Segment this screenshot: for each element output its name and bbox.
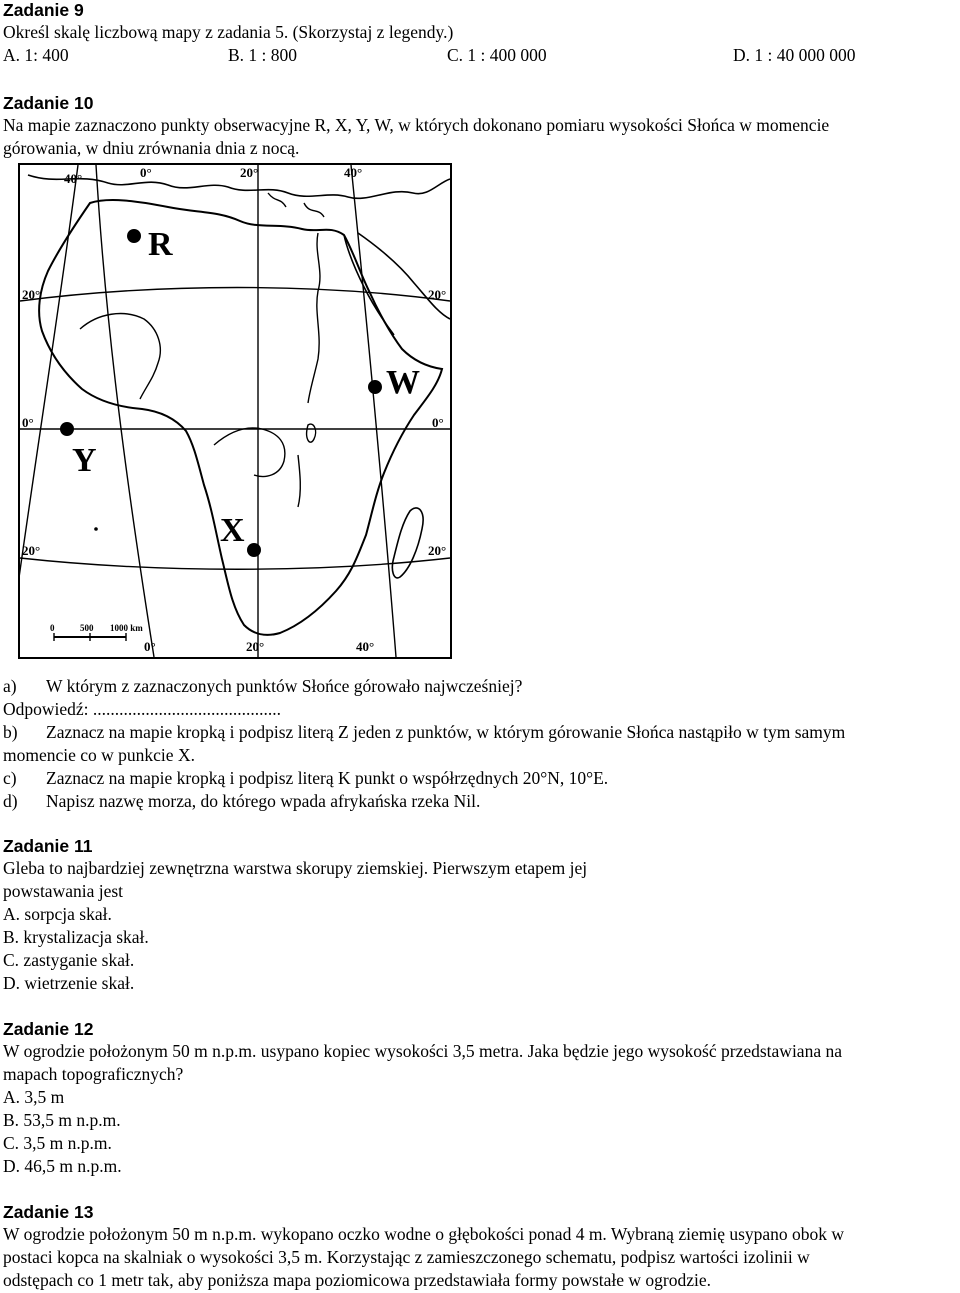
meridian-0: [96, 165, 154, 657]
task-10b-marker: b): [3, 722, 18, 742]
task-9-option-b: B. 1 : 800: [228, 45, 298, 65]
meridian-40w: [18, 165, 78, 657]
task-12-heading: Zadanie 12: [3, 1019, 94, 1039]
lon-label-bottom-2: 20°: [246, 639, 265, 654]
lat-label-right-3: 20°: [428, 543, 447, 558]
point-y-marker: [60, 422, 74, 436]
task-10a-question: W którym z zaznaczonych punktów Słońce górowało najwcześniej?: [46, 676, 523, 696]
point-y-label: Y: [72, 442, 97, 479]
lon-label-top-3: 20°: [240, 165, 259, 180]
point-r-marker: [127, 229, 141, 243]
task-10b-question-cont: momencie co w punkcie X.: [3, 745, 195, 765]
task-12-text-line2: mapach topograficznych?: [3, 1064, 184, 1084]
task-12-option-b: B. 53,5 m n.p.m.: [3, 1110, 121, 1130]
task-9-option-a: A. 1: 400: [3, 45, 69, 65]
lat-label-left-1: 20°: [22, 287, 41, 302]
task-10c-question: Zaznacz na mapie kropką i podpisz literą K punkt o współrzędnych 20°N, 10°E.: [46, 768, 609, 788]
task-11-option-a: A. sorpcja skał.: [3, 904, 112, 924]
task-10a-answer-line[interactable]: Odpowiedź: ...........................................: [3, 699, 282, 719]
nile-river: [308, 233, 320, 403]
lake-tanganyika: [298, 455, 300, 507]
task-10c-marker: c): [3, 768, 17, 788]
task-12-option-d: D. 46,5 m n.p.m.: [3, 1156, 122, 1176]
task-9-question: Określ skalę liczbową mapy z zadania 5. (Skorzystaj z legendy.): [3, 22, 454, 42]
lat-label-left-3: 20°: [22, 543, 41, 558]
map-frame: [19, 164, 451, 658]
task-10a-marker: a): [3, 676, 17, 696]
task-13-text-line2: postaci kopca na skalniak o wysokości 3,5 m. Korzystając z zamieszczonego schematu, podpisz wartości izolinii w: [3, 1247, 810, 1267]
lon-label-bottom-3: 40°: [356, 639, 375, 654]
task-9-option-c: C. 1 : 400 000: [447, 45, 547, 65]
task-11-option-c: C. zastyganie skał.: [3, 950, 135, 970]
task-13-heading: Zadanie 13: [3, 1202, 94, 1222]
meridian-40: [351, 165, 396, 657]
scale-label-1000: 1000 km: [110, 623, 143, 633]
africa-map-drawing: [18, 163, 452, 659]
scale-label-500: 500: [80, 623, 94, 633]
task-11-text-line2: powstawania jest: [3, 881, 124, 901]
parallel-20n: [20, 288, 450, 302]
task-11-heading: Zadanie 11: [3, 836, 93, 856]
task-10-heading: Zadanie 10: [3, 93, 94, 113]
task-11-text-line1: Gleba to najbardziej zewnętrzna warstwa skorupy ziemskiej. Pierwszym etapem jej: [3, 858, 588, 878]
task-10d-question: Napisz nazwę morza, do którego wpada afrykańska rzeka Nil.: [46, 791, 481, 811]
island-dot: [94, 527, 98, 531]
point-w-marker: [368, 380, 382, 394]
point-w-label: W: [386, 364, 420, 401]
task-13-text-line3: odstępach co 1 metr tak, aby poniższa mapa poziomicowa przedstawiała formy powstałe w ogrodzie.: [3, 1270, 712, 1290]
lon-label-top-1: 40°: [64, 171, 83, 186]
lake-victoria: [307, 424, 316, 442]
task-10-intro-line2: górowania, w dniu zrównania dnia z nocą.: [3, 138, 300, 158]
madagascar: [392, 508, 423, 578]
task-11-option-b: B. krystalizacja skał.: [3, 927, 149, 947]
lat-label-right-2: 0°: [432, 415, 444, 430]
task-10d-marker: d): [3, 791, 18, 811]
point-x-label: X: [220, 512, 245, 549]
point-r-label: R: [148, 226, 173, 263]
lon-label-top-2: 0°: [140, 165, 152, 180]
task-11-option-d: D. wietrzenie skał.: [3, 973, 135, 993]
task-12-text-line1: W ogrodzie położonym 50 m n.p.m. usypano kopiec wysokości 3,5 metra. Jaka będzie jego wysokość przedstawiana na: [3, 1041, 842, 1061]
task-12-option-a: A. 3,5 m: [3, 1087, 65, 1107]
scale-label-0: 0: [50, 623, 55, 633]
arabia-coast: [358, 233, 450, 319]
task-10b-question: Zaznacz na mapie kropką i podpisz literą Z jeden z punktów, w którym górowanie Słońca nastąpiło w tym samym: [46, 722, 846, 742]
lon-label-bottom-1: 0°: [144, 639, 156, 654]
task-13-text-line1: W ogrodzie położonym 50 m n.p.m. wykopano oczko wodne o głębokości ponad 4 m. Wybraną ziemię usypano obok w: [3, 1224, 845, 1244]
europe-coast: [28, 175, 450, 198]
lat-label-left-2: 0°: [22, 415, 34, 430]
lon-label-top-4: 40°: [344, 165, 363, 180]
africa-map: [18, 163, 452, 659]
task-9-option-d: D. 1 : 40 000 000: [733, 45, 856, 65]
parallel-20s: [20, 558, 450, 569]
task-9-heading: Zadanie 9: [3, 0, 84, 20]
task-12-option-c: C. 3,5 m n.p.m.: [3, 1133, 112, 1153]
congo-river: [214, 428, 285, 477]
point-x-marker: [247, 543, 261, 557]
task-10-intro-line1: Na mapie zaznaczono punkty obserwacyjne R, X, Y, W, w których dokonano pomiaru wysokości Słońca w momencie: [3, 115, 830, 135]
lat-label-right-1: 20°: [428, 287, 447, 302]
niger-river: [80, 314, 160, 399]
